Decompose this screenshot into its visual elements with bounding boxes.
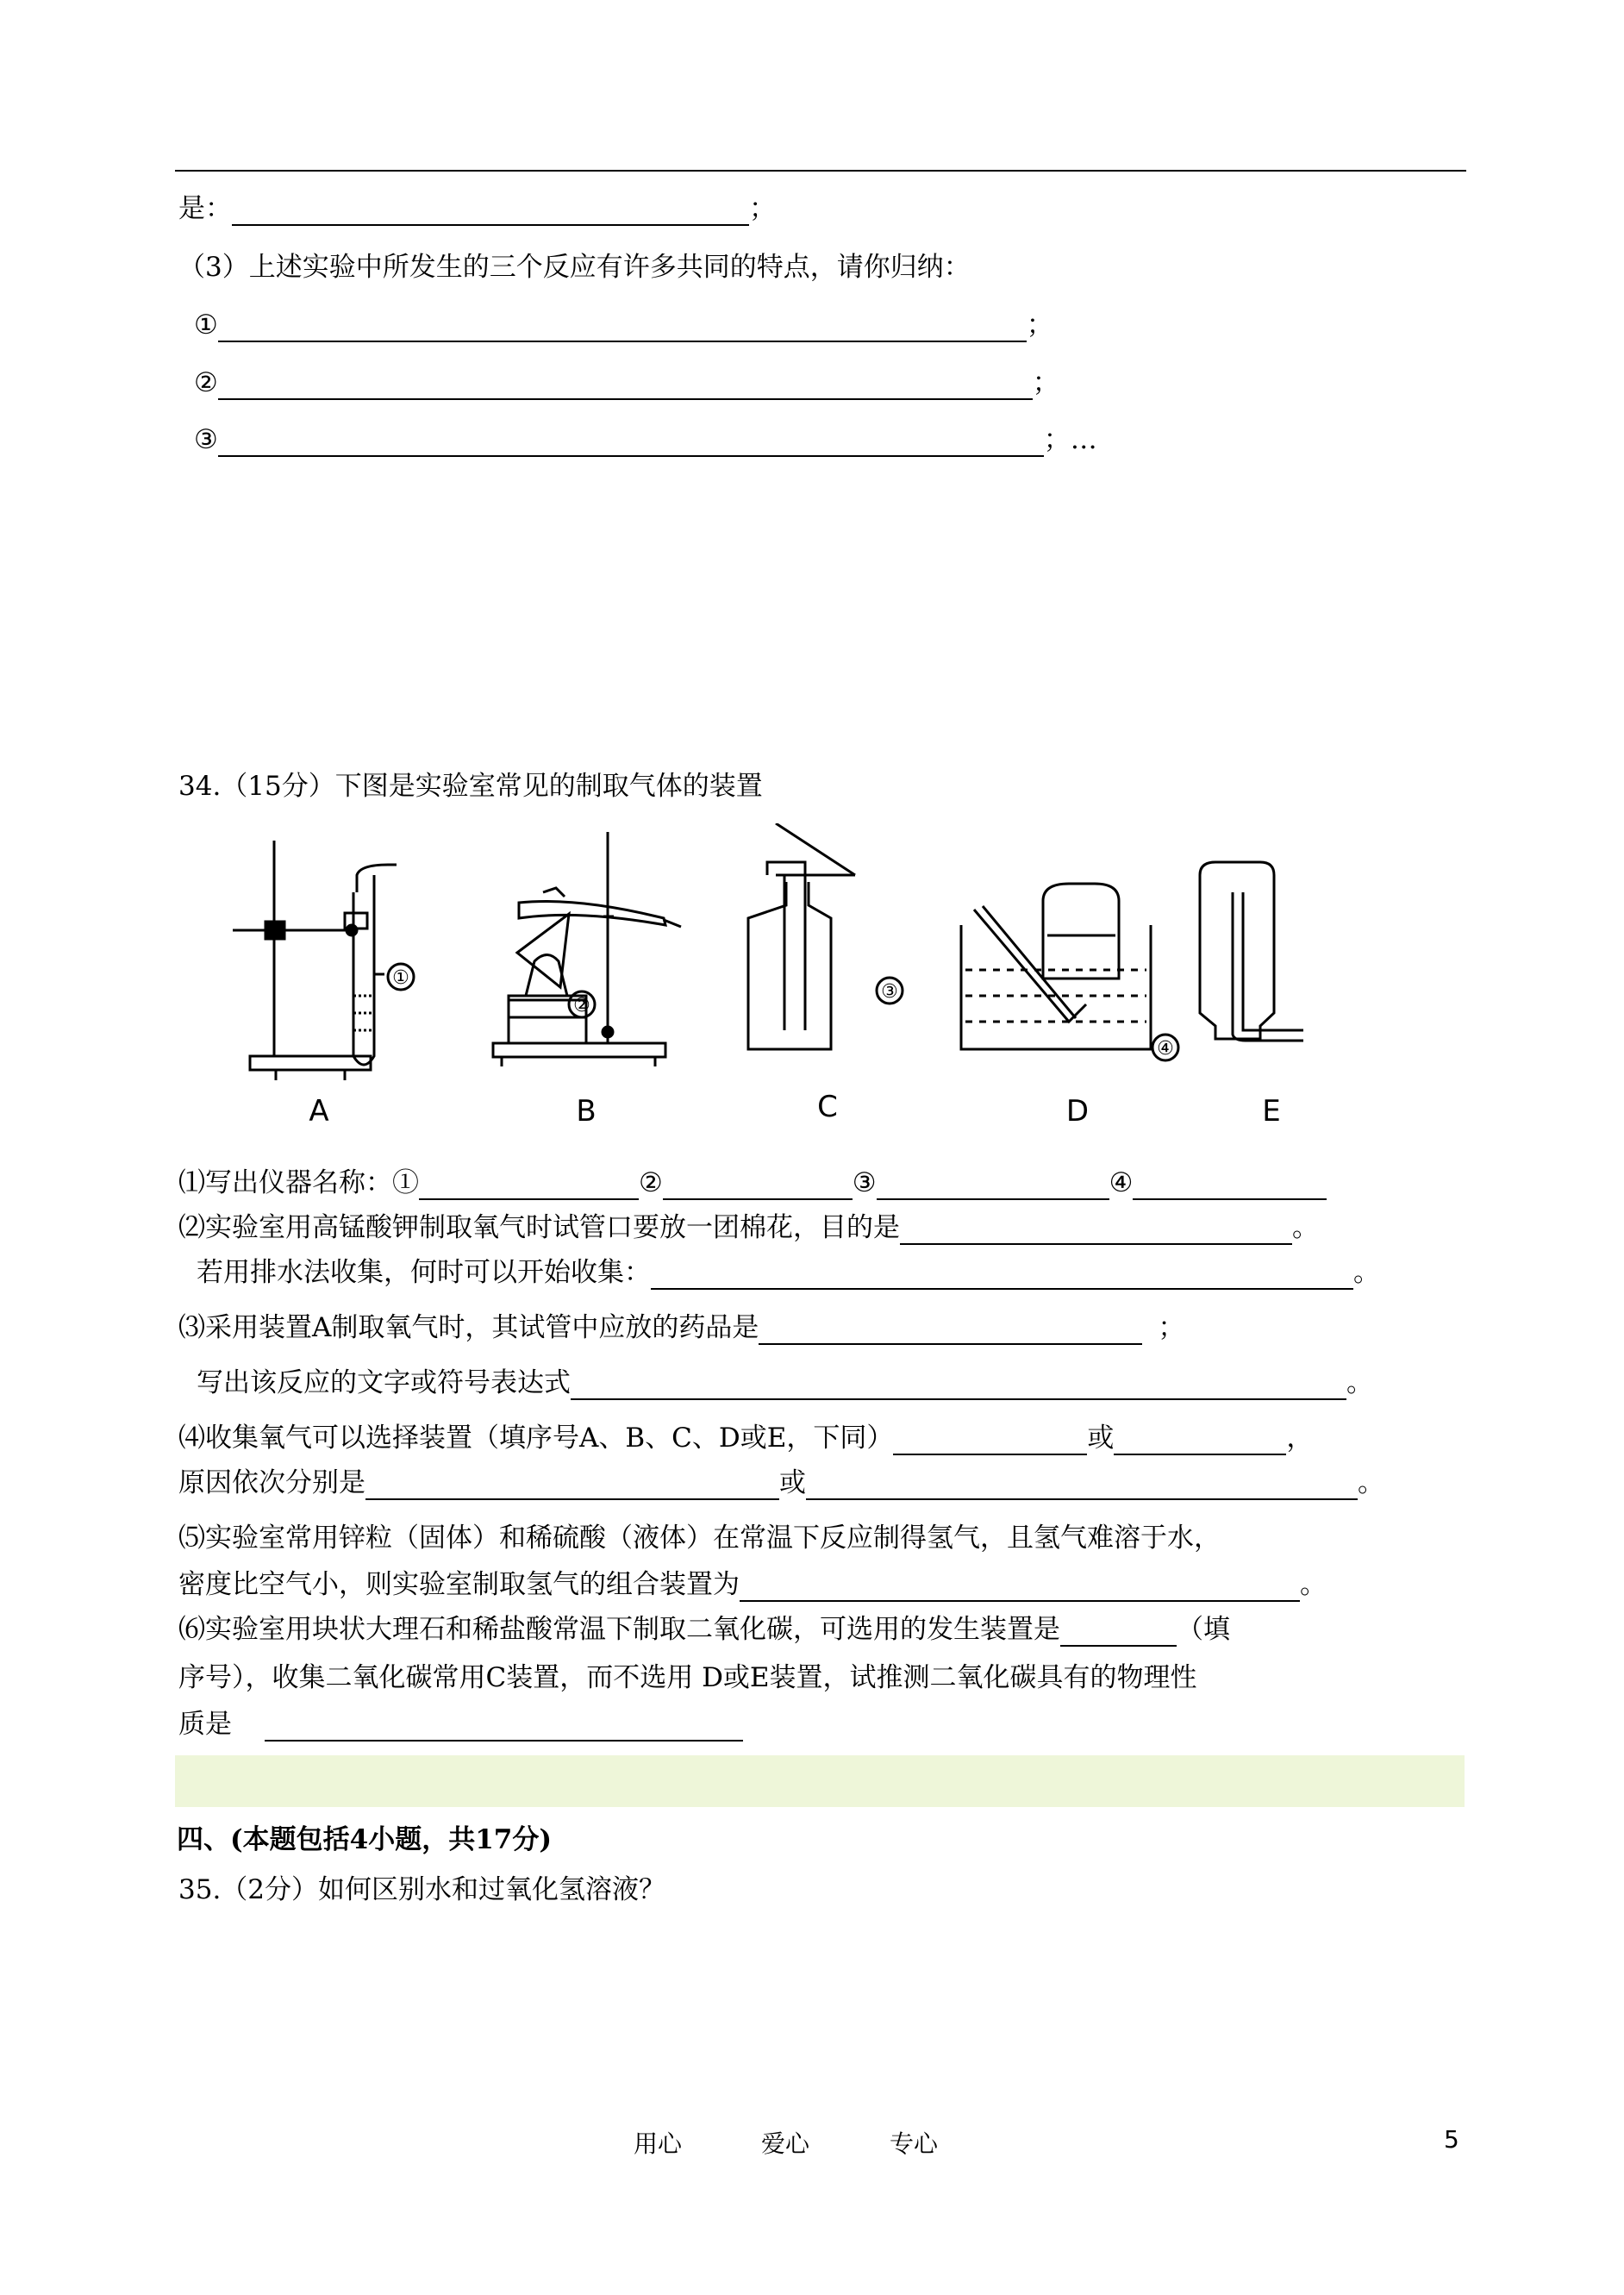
part3-text2: 写出该反应的文字或符号表达式: [197, 1367, 571, 1398]
q34-part3-line1: [178, 1310, 1184, 1345]
label-c: C: [817, 1090, 838, 1124]
footer-motto-3: 专心: [890, 2129, 939, 2158]
bullet-mark: ②: [194, 367, 218, 398]
apparatus-c: [748, 823, 903, 1049]
page-number: 5: [1444, 2125, 1459, 2154]
q35-text: 35.（2分）如何区别水和过氧化氢溶液？: [178, 1874, 666, 1905]
bullet-end: ；: [1032, 367, 1059, 398]
part4-or2: 或: [779, 1467, 806, 1498]
answer-blank[interactable]: [1060, 1619, 1177, 1647]
q34-part5-line1: ⑸实验室常用锌粒（固体）和稀硫酸（液体）在常温下反应制得氢气，且氢气难溶于水，: [178, 1523, 1221, 1554]
part2-text2: 若用排水法收集，何时可以开始收集：: [197, 1257, 651, 1288]
q34-part6-line1: [178, 1612, 1230, 1647]
label-d: D: [1065, 1094, 1090, 1129]
answer-blank[interactable]: [232, 198, 749, 226]
answer-blank[interactable]: [365, 1473, 779, 1500]
q33-line1-prefix: 是：: [178, 193, 232, 224]
mark-1: ①: [392, 1167, 419, 1198]
footer-motto-2: 爱心: [761, 2129, 810, 2158]
part2-text: ⑵实验室用高锰酸钾制取氧气时试管口要放一团棉花，目的是: [178, 1212, 900, 1243]
q33-line1: [178, 191, 776, 226]
label-a: A: [309, 1094, 329, 1129]
part3-end: ；: [1158, 1312, 1185, 1343]
q34-part6-line2: 序号），收集二氧化碳常用C装置，而不选用 D或E装置，试推测二氧化碳具有的物理性: [178, 1662, 1197, 1693]
mark-4: ④: [1109, 1167, 1134, 1198]
answer-blank[interactable]: [759, 1317, 1142, 1345]
bullet-mark: ①: [194, 310, 218, 341]
part2-end2: 。: [1353, 1257, 1380, 1288]
header-rule: [175, 170, 1466, 172]
q33-line1-suffix: ；: [749, 193, 776, 224]
bullet-end: ；: [1026, 310, 1053, 341]
answer-blank[interactable]: [218, 315, 1027, 342]
apparatus-e: [1200, 862, 1303, 1041]
q34-part2-line1: [178, 1210, 1319, 1245]
apparatus-b: [493, 832, 681, 1066]
answer-blank[interactable]: [651, 1262, 1353, 1290]
part4-end2: 。: [1358, 1467, 1384, 1498]
part5-text2: 密度比空气小，则实验室制取氢气的组合装置为: [178, 1569, 740, 1600]
q34-part3-line2: [197, 1366, 1373, 1400]
label-b: B: [576, 1094, 597, 1129]
answer-blank[interactable]: [663, 1173, 853, 1200]
mark-2: ②: [639, 1167, 663, 1198]
q34-title: 34.（15分）下图是实验室常见的制取气体的装置: [178, 771, 763, 802]
answer-blank[interactable]: [1133, 1173, 1327, 1200]
part1-label: ⑴写出仪器名称：: [178, 1167, 392, 1198]
q33-bullet-3: [194, 422, 1097, 457]
part6-end: （填: [1177, 1614, 1230, 1645]
label-mark-2: ②: [573, 995, 590, 1016]
part4-text: ⑷收集氧气可以选择装置（填序号A、B、C、D或E，下同）: [178, 1423, 894, 1454]
q34-part5-line2: [178, 1567, 1327, 1602]
answer-blank[interactable]: [218, 429, 1044, 457]
label-mark-3: ③: [881, 981, 898, 1003]
bullet-mark: ③: [194, 424, 218, 455]
part6-text: ⑹实验室用块状大理石和稀盐酸常温下制取二氧化碳，可选用的发生装置是: [178, 1614, 1060, 1645]
part4-text2: 原因依次分别是: [178, 1467, 365, 1498]
bullet-end: ；…: [1043, 424, 1097, 455]
section4-heading: 四、(本题包括4小题，共17分): [177, 1824, 553, 1855]
part5-end: 。: [1300, 1569, 1327, 1600]
footer-motto-1: 用心: [634, 2129, 683, 2158]
apparatus-diagram: [215, 823, 1336, 1142]
answer-blank[interactable]: [893, 1428, 1087, 1455]
answer-blank[interactable]: [419, 1173, 639, 1200]
q34-part4-line1: [178, 1421, 1313, 1455]
q34-part4-line2: [178, 1466, 1384, 1500]
q33-bullet-2: [194, 366, 1059, 400]
answer-blank[interactable]: [265, 1714, 743, 1742]
highlight-band: [175, 1755, 1465, 1807]
part2-end: 。: [1292, 1212, 1319, 1243]
answer-blank[interactable]: [1114, 1428, 1286, 1455]
label-mark-4: ④: [1157, 1038, 1174, 1060]
answer-blank[interactable]: [877, 1173, 1109, 1200]
answer-blank[interactable]: [806, 1473, 1358, 1500]
q33-item3-intro: （3）上述实验中所发生的三个反应有许多共同的特点，请你归纳：: [178, 252, 971, 283]
part6-text3: 质是: [178, 1709, 232, 1740]
part4-end: ，: [1286, 1423, 1314, 1454]
mark-3: ③: [852, 1167, 877, 1198]
part4-or: 或: [1087, 1423, 1115, 1454]
answer-blank[interactable]: [571, 1373, 1346, 1400]
answer-blank[interactable]: [740, 1574, 1300, 1602]
q34-part6-line3: [178, 1707, 743, 1742]
part3-text: ⑶采用装置A制取氧气时，其试管中应放的药品是: [178, 1312, 759, 1343]
q34-part1: [178, 1166, 1327, 1200]
label-e: E: [1262, 1094, 1281, 1129]
q34-part2-line2: [197, 1255, 1380, 1290]
label-mark-1: ①: [392, 967, 409, 989]
q33-bullet-1: [194, 308, 1053, 342]
answer-blank[interactable]: [900, 1217, 1292, 1245]
apparatus-d: [961, 884, 1178, 1060]
answer-blank[interactable]: [218, 372, 1033, 400]
apparatus-a: [233, 841, 414, 1080]
part3-end2: 。: [1346, 1367, 1373, 1398]
